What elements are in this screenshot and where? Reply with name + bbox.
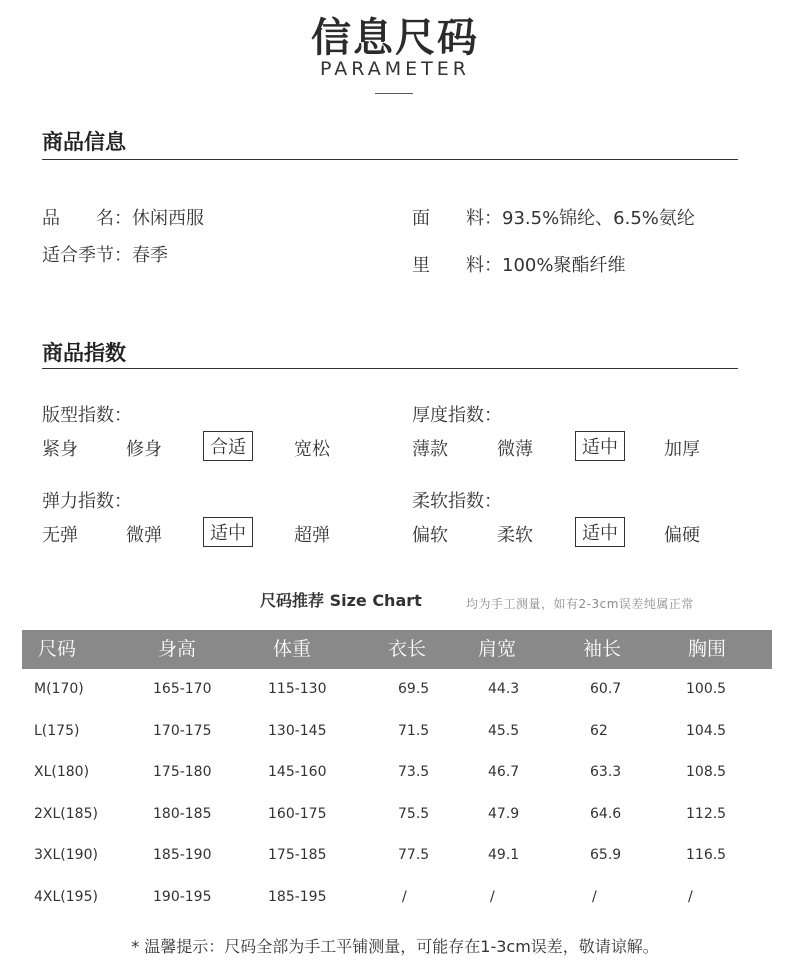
- cell-length: 73.5: [398, 764, 430, 780]
- cell-sleeve: 64.6: [590, 805, 622, 822]
- lining-row: [412, 251, 625, 277]
- cell-height: 190-195: [153, 888, 212, 905]
- cell-sleeve: 63.3: [590, 764, 622, 780]
- lining-value: 100%聚酯纤维: [502, 255, 626, 276]
- cell-weight: 130-145: [268, 722, 327, 739]
- cell-height: 185-190: [153, 847, 212, 863]
- column-header-shoulder: 肩宽: [478, 638, 517, 660]
- cell-length: 71.5: [398, 722, 430, 739]
- cell-shoulder: 44.3: [488, 681, 520, 697]
- cell-weight: 160-175: [268, 805, 327, 822]
- cell-shoulder: /: [490, 888, 495, 905]
- cell-weight: 175-185: [268, 847, 327, 863]
- fit-option-tight: 紧身: [42, 439, 78, 460]
- fabric-value: 93.5%锦纶、6.5%氨纶: [502, 208, 695, 229]
- cell-chest: 108.5: [686, 764, 727, 780]
- season-value: 春季: [132, 245, 168, 266]
- thickness-option-thin: 薄款: [412, 439, 448, 460]
- product-name-value: 休闲西服: [132, 208, 204, 229]
- cell-shoulder: 46.7: [488, 764, 520, 780]
- cell-height: 170-175: [153, 722, 212, 739]
- elasticity-option-none: 无弹: [42, 525, 78, 546]
- cell-size: M(170): [34, 681, 84, 697]
- product-name-row: [42, 204, 204, 230]
- fit-option-slim: 修身: [126, 439, 162, 460]
- softness-option-soft: 偏软: [412, 525, 448, 546]
- cell-chest: 116.5: [686, 847, 727, 863]
- column-header-height: 身高: [158, 638, 197, 660]
- column-header-chest: 胸围: [688, 638, 727, 660]
- table-row: [22, 794, 772, 836]
- cell-sleeve: 65.9: [590, 847, 622, 863]
- column-header-length: 衣长: [388, 638, 427, 660]
- size-chart-title: 尺码推荐 Size Chart: [260, 591, 422, 610]
- product-index-divider: [42, 368, 738, 369]
- thickness-option-thick: 加厚: [664, 439, 700, 460]
- cell-size: 2XL(185): [34, 805, 98, 822]
- page-subtitle: PARAMETER: [320, 58, 470, 80]
- lining-label: 里 料：: [412, 255, 502, 276]
- column-header-sleeve: 袖长: [583, 638, 622, 660]
- size-table-header: [22, 630, 772, 669]
- softness-option-medium-selected: 适中: [575, 517, 625, 547]
- thickness-option-slightly-thin: 微薄: [497, 439, 533, 460]
- elasticity-option-medium-selected: 适中: [203, 517, 253, 547]
- product-info-divider: [42, 159, 738, 160]
- cell-shoulder: 47.9: [488, 805, 520, 822]
- table-row: [22, 835, 772, 877]
- title-divider: [375, 93, 413, 94]
- table-row: [22, 711, 772, 753]
- softness-option-supple: 柔软: [497, 525, 533, 546]
- cell-height: 175-180: [153, 764, 212, 780]
- fabric-label: 面 料：: [412, 208, 502, 229]
- cell-chest: 112.5: [686, 805, 727, 822]
- elasticity-index-label: 弹力指数：: [42, 491, 132, 512]
- cell-chest: 100.5: [686, 681, 727, 697]
- elasticity-option-super: 超弹: [294, 525, 330, 546]
- cell-height: 180-185: [153, 805, 212, 822]
- softness-option-firm: 偏硬: [664, 525, 700, 546]
- fit-index-label: 版型指数：: [42, 405, 132, 426]
- product-index-heading: 商品指数: [42, 341, 126, 365]
- table-row: [22, 752, 772, 794]
- cell-shoulder: 49.1: [488, 847, 520, 863]
- softness-index-label: 柔软指数：: [412, 491, 502, 512]
- size-chart-note: 均为手工测量，如有2-3cm误差纯属正常: [466, 597, 694, 611]
- cell-chest: 104.5: [686, 722, 727, 739]
- cell-shoulder: 45.5: [488, 722, 520, 739]
- cell-length: /: [402, 888, 407, 905]
- page-title: 信息尺码: [311, 15, 479, 61]
- cell-size: L(175): [34, 722, 80, 739]
- cell-size: 3XL(190): [34, 847, 98, 863]
- cell-weight: 115-130: [268, 681, 327, 697]
- column-header-weight: 体重: [273, 638, 312, 660]
- table-row: [22, 877, 772, 919]
- elasticity-option-slight: 微弹: [126, 525, 162, 546]
- cell-size: 4XL(195): [34, 888, 98, 905]
- cell-length: 75.5: [398, 805, 430, 822]
- product-info-heading: 商品信息: [42, 130, 126, 154]
- fabric-row: [412, 204, 695, 230]
- cell-length: 77.5: [398, 847, 430, 863]
- cell-weight: 185-195: [268, 888, 327, 905]
- product-name-label: 品 名：: [42, 208, 132, 229]
- cell-height: 165-170: [153, 681, 212, 697]
- column-header-size: 尺码: [38, 638, 77, 660]
- cell-sleeve: 60.7: [590, 681, 622, 697]
- fit-option-loose: 宽松: [294, 439, 330, 460]
- size-table: [22, 630, 772, 918]
- cell-sleeve: 62: [590, 722, 608, 739]
- thickness-option-medium-selected: 适中: [575, 431, 625, 461]
- fit-option-regular-selected: 合适: [203, 431, 253, 461]
- thickness-index-label: 厚度指数：: [412, 405, 502, 426]
- cell-weight: 145-160: [268, 764, 327, 780]
- table-row: [22, 669, 772, 711]
- cell-chest: /: [688, 888, 693, 905]
- footer-note: * 温馨提示：尺码全部为手工平铺测量，可能存在1-3cm误差，敬请谅解。: [131, 937, 659, 956]
- cell-size: XL(180): [34, 764, 90, 780]
- season-row: [42, 241, 168, 267]
- cell-sleeve: /: [592, 888, 597, 905]
- cell-length: 69.5: [398, 681, 430, 697]
- season-label: 适合季节：: [42, 245, 132, 266]
